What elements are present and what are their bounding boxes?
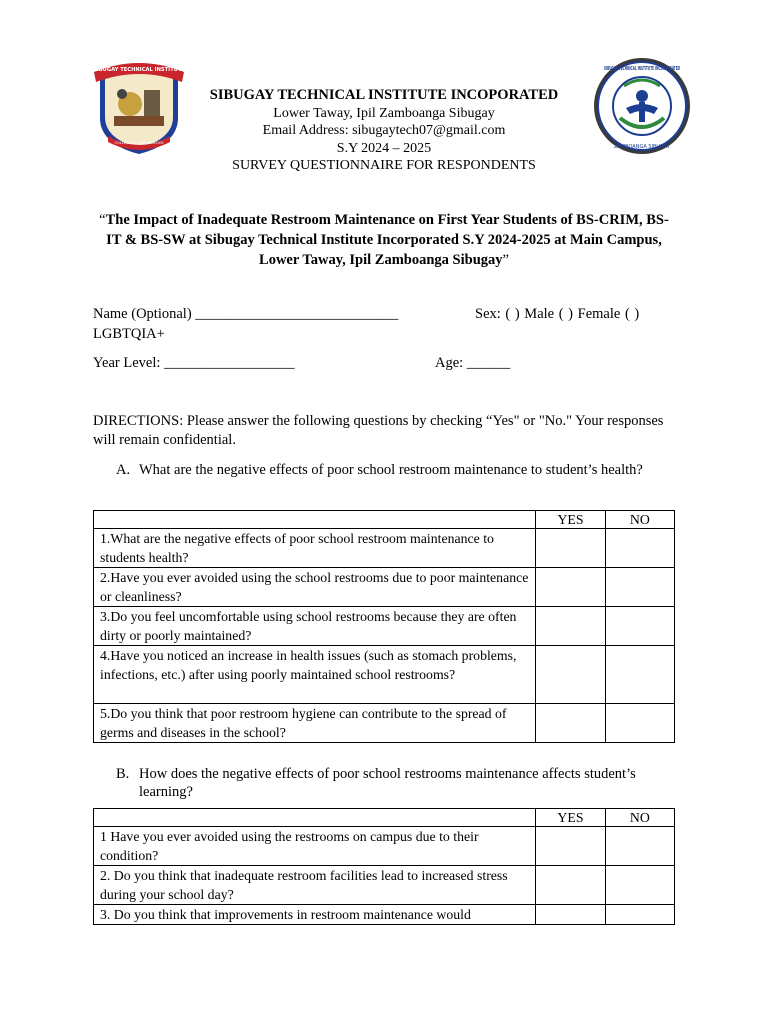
no-column-header: NO [605,809,674,827]
year-level-field[interactable]: Year Level: __________________ [93,355,295,371]
age-field[interactable]: Age: ______ [435,355,511,371]
no-checkbox-cell[interactable] [605,827,674,866]
title-text: The Impact of Inadequate Restroom Maintenance on First Year Students of BS-CRIM, BS-IT & BS-SW at Sibugay Technical Institute Incorporated S.Y 2024-2025 at Main Campus, Lower Taway, Ipil Zamboanga Sibugay [105,212,669,268]
study-title [93,210,675,270]
section-a-heading [116,461,676,479]
no-checkbox-cell[interactable] [605,704,674,743]
table-row [94,704,675,743]
section-a-marker: A. [116,462,131,478]
table-row [94,529,675,568]
question-cell: 5.Do you think that poor restroom hygiene can contribute to the spread of germs and diseases in the school? [94,704,536,743]
section-a-table [93,510,675,743]
yes-checkbox-cell[interactable] [536,646,605,704]
no-checkbox-cell[interactable] [605,866,674,905]
title-open-quote: “ [99,212,106,228]
question-cell: 3. Do you think that improvements in restroom maintenance would [94,905,536,925]
institution-address: Lower Taway, Ipil Zamboanga Sibugay [273,105,495,121]
yes-checkbox-cell[interactable] [536,827,605,866]
directions: DIRECTIONS: Please answer the following questions by checking “Yes" or "No." Your responses will remain confidential. [93,413,664,448]
table-row [94,568,675,607]
svg-text:ZAMBOANGA SIBUGAY: ZAMBOANGA SIBUGAY [613,144,671,150]
no-checkbox-cell[interactable] [605,568,674,607]
svg-text:SIBUGAY TECHNICAL INSTITUTE IN: SIBUGAY TECHNICAL INSTITUTE INCORPORATED [604,66,680,72]
table-row [94,646,675,704]
lgbtqia-option: LGBTQIA+ [93,326,165,342]
section-a-question: What are the negative effects of poor school restroom maintenance to student’s health? [139,462,643,478]
section-b-question: How does the negative effects of poor school restrooms maintenance affects student’s learning? [139,766,636,800]
yes-checkbox-cell[interactable] [536,905,605,925]
section-b-table [93,808,675,925]
yes-checkbox-cell[interactable] [536,529,605,568]
table-header-row [94,511,675,529]
header-blank-cell [94,809,536,827]
table-row [94,866,675,905]
yes-checkbox-cell[interactable] [536,866,605,905]
yes-checkbox-cell[interactable] [536,704,605,743]
question-cell: 3.Do you feel uncomfortable using school restrooms because they are often dirty or poorly maintained? [94,607,536,646]
question-cell: 4.Have you noticed an increase in health issues (such as stomach problems, infections, etc.) after using poorly maintained school restrooms? [94,646,536,704]
no-checkbox-cell[interactable] [605,529,674,568]
svg-text:SIBUGAY TECHNICAL INSTITUTE: SIBUGAY TECHNICAL INSTITUTE [93,67,185,73]
no-checkbox-cell[interactable] [605,905,674,925]
question-cell: 2.Have you ever avoided using the school restrooms due to poor maintenance or cleanliness? [94,568,536,607]
section-b-marker: B. [116,766,130,782]
question-cell: 1 Have you ever avoided using the restrooms on campus due to their condition? [94,827,536,866]
school-year: S.Y 2024 – 2025 [336,140,432,156]
yes-column-header: YES [536,511,605,529]
no-checkbox-cell[interactable] [605,646,674,704]
yes-checkbox-cell[interactable] [536,568,605,607]
svg-text:COLLEGE OF CRIMINOLOGY: COLLEGE OF CRIMINOLOGY [114,141,164,145]
institution-email: Email Address: sibugaytech07@gmail.com [262,123,506,138]
sex-field[interactable]: Sex: ( ) Male ( ) Female ( ) [475,306,640,322]
no-checkbox-cell[interactable] [605,607,674,646]
table-row [94,827,675,866]
table-row [94,607,675,646]
letterhead [160,87,608,175]
yes-checkbox-cell[interactable] [536,607,605,646]
question-cell: 2. Do you think that inadequate restroom facilities lead to increased stress during your school day? [94,866,536,905]
question-cell: 1.What are the negative effects of poor school restroom maintenance to students health? [94,529,536,568]
institution-name: SIBUGAY TECHNICAL INSTITUTE INCOPORATED [209,87,559,103]
no-column-header: NO [605,511,674,529]
document-type: SURVEY QUESTIONNAIRE FOR RESPONDENTS [232,158,536,173]
section-b-heading [116,765,676,801]
title-close-quote: ” [502,252,509,268]
yes-column-header: YES [536,809,605,827]
header-blank-cell [94,511,536,529]
name-field[interactable]: Name (Optional) ____________________________ [93,306,399,322]
table-header-row [94,809,675,827]
table-row [94,905,675,925]
